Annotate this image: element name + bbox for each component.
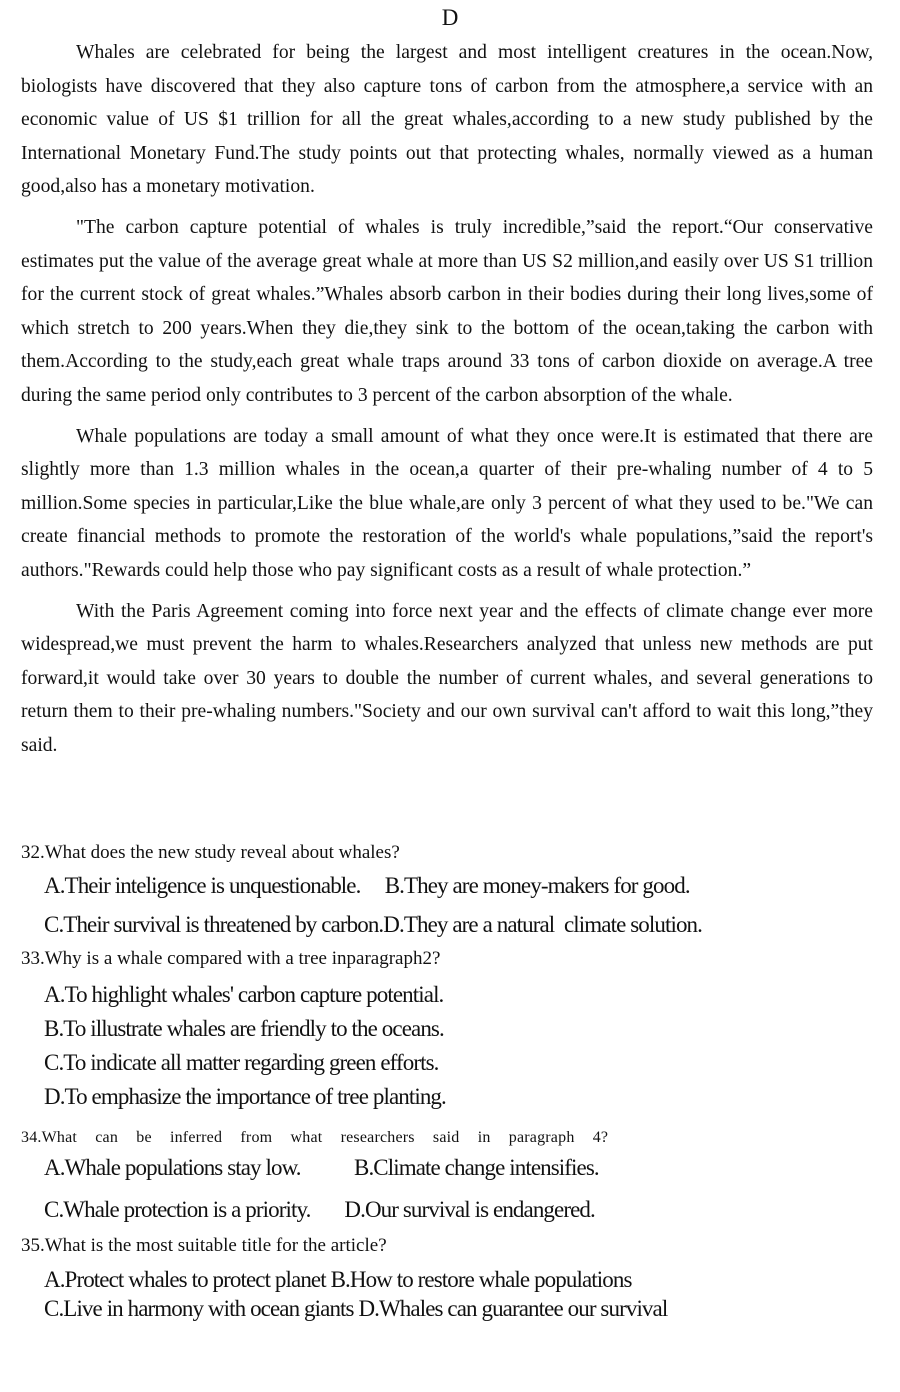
- question-34-options-line-1: A.Whale populations stay low. B.Climate change intensifies.: [44, 1155, 599, 1180]
- question-35-stem: 35.What is the most suitable title for the article?: [21, 1235, 387, 1256]
- article-paragraph-3: Whale populations are today a small amount of what they once were.It is estimated that there are slightly more than 1.3 million whales in the ocean,a quarter of their pre-whaling number of 4 to 5 million.Some species in particular,Like the blue whale,are only 3 percent of what they used to be."We can create financial methods to promote the restoration of the world's whale populations,”said the report's authors."Rewards could help those who pay significant costs as a result of whale protection.”: [21, 425, 873, 581]
- question-33-option-c: C.To indicate all matter regarding green efforts.: [44, 1050, 439, 1075]
- question-34-options-line-2: C.Whale protection is a priority. D.Our survival is endangered.: [44, 1197, 595, 1222]
- article-paragraph-4: With the Paris Agreement coming into force next year and the effects of climate change ever more widespread,we must prevent the harm to whales.Researchers analyzed that unless new methods are put forward,it would take over 30 years to double the number of current whales, and several generations to return them to their pre-whaling numbers."Society and our own survival can't afford to wait this long,”they said.: [21, 600, 873, 756]
- question-32-options-line-2: C.Their survival is threatened by carbon.D.They are a natural climate solution.: [44, 912, 703, 937]
- question-33-option-a: A.To highlight whales' carbon capture potential.: [44, 982, 444, 1007]
- article-paragraph-2: "The carbon capture potential of whales is truly incredible,”said the report.“Our conservative estimates put the value of the average great whale at more than US S2 million,and easily over US S1 trillion for the current stock of great whales.”Whales absorb carbon in their bodies during their long lives,some of which stretch to 200 years.When they die,they sink to the bottom of the ocean,taking the carbon with them.According to the study,each great whale traps around 33 tons of carbon dioxide on average.A tree during the same period only contributes to 3 percent of the carbon absorption of the whale.: [21, 216, 873, 406]
- question-35-options-line-1: A.Protect whales to protect planet B.How to restore whale populations: [44, 1267, 632, 1292]
- question-34-stem: [21, 1125, 881, 1151]
- article-body: [21, 36, 873, 762]
- question-33-option-b: B.To illustrate whales are friendly to the oceans.: [44, 1016, 444, 1041]
- question-34-stem-text: 34.What can be inferred from what researchers said in paragraph 4?: [21, 1129, 609, 1146]
- question-32-stem: 32.What does the new study reveal about whales?: [21, 842, 400, 863]
- question-33-option-d: D.To emphasize the importance of tree planting.: [44, 1084, 446, 1109]
- question-35-options-line-2: C.Live in harmony with ocean giants D.Whales can guarantee our survival: [44, 1296, 668, 1321]
- article-paragraph-1: Whales are celebrated for being the largest and most intelligent creatures in the ocean.Now, biologists have discovered that they also capture tons of carbon from the atmosphere,a service with an economic value of US $1 trillion for all the great whales,according to a new study published by the International Monetary Fund.The study points out that protecting whales, normally viewed as a human good,also has a monetary motivation.: [21, 42, 873, 198]
- question-32-options-line-1: A.Their inteligence is unquestionable. B.They are money-makers for good.: [44, 873, 690, 898]
- question-33-stem: 33.Why is a whale compared with a tree inparagraph2?: [21, 948, 441, 969]
- section-letter: D: [441, 5, 459, 30]
